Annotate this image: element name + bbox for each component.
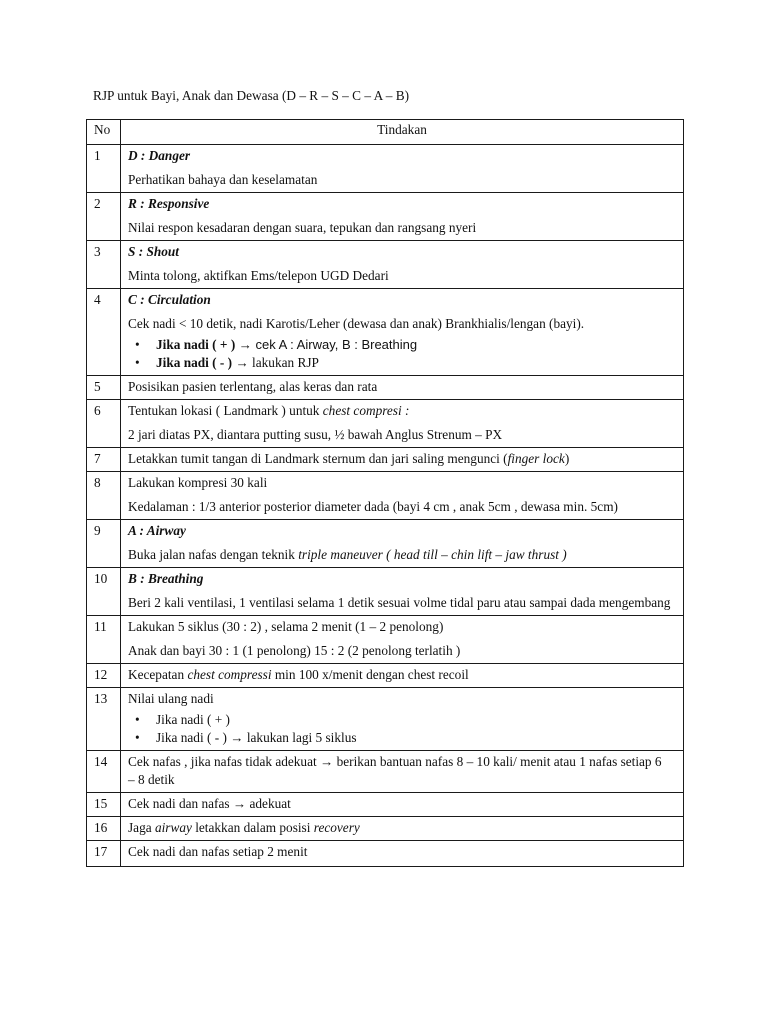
row-action <box>121 376 684 400</box>
row-text <box>128 546 671 564</box>
row-text-part: adekuat <box>246 796 291 811</box>
table-row <box>87 472 684 520</box>
list-item <box>135 711 671 729</box>
row-text <box>128 819 671 837</box>
bullet-label: Jika nadi ( + ) <box>156 337 239 352</box>
row-number: 14 <box>87 751 121 793</box>
row-text-italic: chest compresi : <box>322 403 410 418</box>
row-action <box>121 751 684 793</box>
bullet-list <box>128 336 671 372</box>
row-text-part: berikan bantuan nafas 8 – 10 kali/ menit atau 1 nafas setiap 6 – 8 detik <box>128 754 662 787</box>
row-text <box>128 795 671 813</box>
row-text: Beri 2 kali ventilasi, 1 ventilasi selama 1 detik sesuai volme tidal paru atau sampai dada mengembang <box>128 595 671 610</box>
row-number: 10 <box>87 568 121 616</box>
row-text: Lakukan 5 siklus (30 : 2) , selama 2 menit (1 – 2 penolong) <box>128 619 444 634</box>
table-header-row <box>87 120 684 145</box>
bullet-icon: • <box>135 730 140 745</box>
row-number: 12 <box>87 664 121 688</box>
row-text-italic: triple maneuver ( head till – chin lift – jaw thrust ) <box>298 547 567 562</box>
list-item <box>135 354 671 372</box>
table-row <box>87 841 684 867</box>
row-number: 9 <box>87 520 121 568</box>
row-action <box>121 688 684 751</box>
table-row <box>87 448 684 472</box>
row-text <box>128 753 671 789</box>
arrow-icon: → <box>320 754 334 769</box>
bullet-label: Jika nadi ( - ) <box>156 730 231 745</box>
row-text-part: min 100 x/menit dengan chest recoil <box>271 667 469 682</box>
row-number: 15 <box>87 793 121 817</box>
row-text <box>128 450 671 468</box>
row-text-part: Jaga <box>128 820 155 835</box>
table-row <box>87 751 684 793</box>
header-no: No <box>87 120 121 145</box>
table-row <box>87 289 684 376</box>
row-action <box>121 817 684 841</box>
row-text-part: letakkan dalam posisi <box>191 820 314 835</box>
page-title: RJP untuk Bayi, Anak dan Dewasa (D – R – S – C – A – B) <box>93 88 410 103</box>
row-number: 13 <box>87 688 121 751</box>
row-text <box>128 666 671 684</box>
row-text <box>128 402 671 420</box>
table-row <box>87 241 684 289</box>
row-number: 2 <box>87 193 121 241</box>
row-text: Cek nadi < 10 detik, nadi Karotis/Leher (dewasa dan anak) Brankhialis/lengan (bayi). <box>128 316 585 331</box>
row-number: 5 <box>87 376 121 400</box>
row-text: Nilai ulang nadi <box>128 691 214 706</box>
row-action <box>121 841 684 867</box>
row-text-part: Tentukan lokasi ( Landmark ) untuk <box>128 403 323 418</box>
bullet-icon: • <box>135 337 140 352</box>
row-text-italic: recovery <box>313 820 360 835</box>
row-action <box>121 448 684 472</box>
row-number: 4 <box>87 289 121 376</box>
list-item <box>135 336 671 354</box>
row-text: Lakukan kompresi 30 kali <box>128 475 268 490</box>
row-number: 16 <box>87 817 121 841</box>
bullet-text: cek A : Airway, B : Breathing <box>251 337 418 352</box>
row-action <box>121 400 684 448</box>
row-text-italic: finger lock <box>507 451 565 466</box>
rjp-table <box>86 119 684 867</box>
table-row <box>87 793 684 817</box>
table-row <box>87 817 684 841</box>
row-text-part: Kecepatan <box>128 667 188 682</box>
bullet-icon: • <box>135 355 140 370</box>
row-action <box>121 616 684 664</box>
row-number: 7 <box>87 448 121 472</box>
table-row <box>87 568 684 616</box>
row-action <box>121 145 684 193</box>
row-action <box>121 664 684 688</box>
list-item <box>135 729 671 747</box>
row-text: Minta tolong, aktifkan Ems/telepon UGD Dedari <box>128 268 389 283</box>
table-row <box>87 376 684 400</box>
row-action <box>121 193 684 241</box>
arrow-icon: → <box>235 355 249 370</box>
bullet-list <box>128 711 671 747</box>
row-heading: A : Airway <box>128 523 186 538</box>
row-action <box>121 289 684 376</box>
row-number: 1 <box>87 145 121 193</box>
row-text-secondary: Kedalaman : 1/3 anterior posterior diameter dada (bayi 4 cm , anak 5cm , dewasa min. 5cm) <box>128 499 618 514</box>
arrow-icon: → <box>238 337 252 352</box>
row-text-part: Letakkan tumit tangan di Landmark sternum dan jari saling mengunci ( <box>128 451 508 466</box>
row-text-italic: airway <box>154 820 192 835</box>
row-heading: R : Responsive <box>128 196 210 211</box>
arrow-icon: → <box>230 730 244 745</box>
bullet-text: lakukan lagi 5 siklus <box>243 730 357 745</box>
row-text: Cek nadi dan nafas setiap 2 menit <box>128 844 308 859</box>
bullet-label: Jika nadi ( - ) <box>156 355 236 370</box>
row-text-secondary: 2 jari diatas PX, diantara putting susu, ½ bawah Anglus Strenum – PX <box>128 427 503 442</box>
table-row <box>87 688 684 751</box>
table-row <box>87 145 684 193</box>
row-number: 3 <box>87 241 121 289</box>
row-number: 11 <box>87 616 121 664</box>
header-action: Tindakan <box>121 120 684 145</box>
row-text-italic: chest compressi <box>187 667 272 682</box>
row-text: Posisikan pasien terlentang, alas keras dan rata <box>128 379 378 394</box>
row-action <box>121 568 684 616</box>
row-action <box>121 793 684 817</box>
row-action <box>121 241 684 289</box>
row-text-part: Buka jalan nafas dengan teknik <box>128 547 299 562</box>
row-action <box>121 520 684 568</box>
row-text-part: ) <box>564 451 570 466</box>
table-row <box>87 193 684 241</box>
bullet-text: lakukan RJP <box>248 355 319 370</box>
bullet-text: Jika nadi ( + ) <box>156 712 230 727</box>
table-row <box>87 664 684 688</box>
row-heading: S : Shout <box>128 244 179 259</box>
row-text: Perhatikan bahaya dan keselamatan <box>128 172 318 187</box>
table-row <box>87 520 684 568</box>
row-heading: B : Breathing <box>128 571 204 586</box>
arrow-icon: → <box>232 796 247 811</box>
table-row <box>87 400 684 448</box>
row-heading: C : Circulation <box>128 292 211 307</box>
row-text-part: Cek nadi dan nafas <box>128 796 233 811</box>
row-text-secondary: Anak dan bayi 30 : 1 (1 penolong) 15 : 2 (2 penolong terlatih ) <box>128 643 461 658</box>
row-number: 17 <box>87 841 121 867</box>
table-row <box>87 616 684 664</box>
row-action <box>121 472 684 520</box>
row-heading: D : Danger <box>128 148 191 163</box>
row-number: 6 <box>87 400 121 448</box>
row-text: Nilai respon kesadaran dengan suara, tepukan dan rangsang nyeri <box>128 220 477 235</box>
row-text-part: Cek nafas , jika nafas tidak adekuat <box>128 754 320 769</box>
row-number: 8 <box>87 472 121 520</box>
bullet-icon: • <box>135 712 140 727</box>
